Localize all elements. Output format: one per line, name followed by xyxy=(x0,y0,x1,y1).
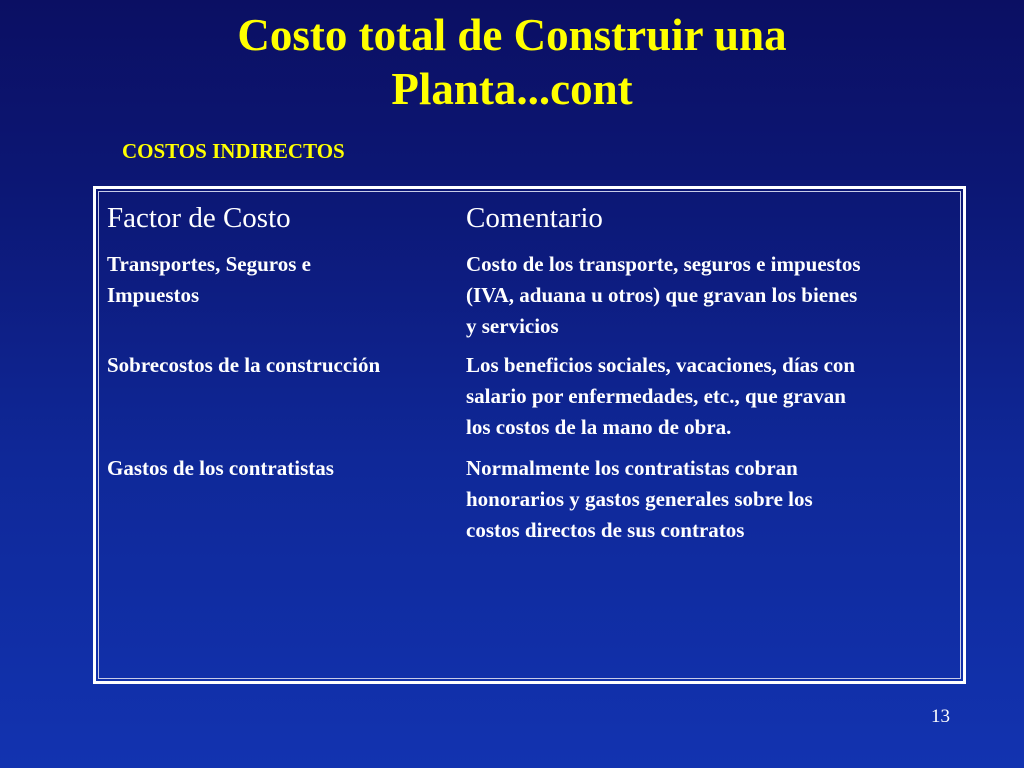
header-factor: Factor de Costo xyxy=(107,202,291,234)
row-comment xyxy=(466,350,956,443)
slide-title-line1: Costo total de Construir una xyxy=(237,10,787,60)
row-comment-line: costos directos de sus contratos xyxy=(466,518,745,542)
row-comment-line: honorarios y gastos generales sobre los xyxy=(466,487,813,511)
row-comment-line: (IVA, aduana u otros) que gravan los bienes xyxy=(466,283,858,307)
row-comment-line: los costos de la mano de obra. xyxy=(466,415,732,439)
row-comment-line: y servicios xyxy=(466,314,559,338)
row-comment-line: Normalmente los contratistas cobran xyxy=(466,456,798,480)
page-number: 13 xyxy=(931,706,950,727)
row-comment-line: salario por enfermedades, etc., que gravan xyxy=(466,384,846,408)
row-comment xyxy=(466,249,956,342)
row-factor-line: Transportes, Seguros e xyxy=(107,252,311,276)
row-factor-line: Gastos de los contratistas xyxy=(107,456,334,480)
cost-factor-table xyxy=(93,186,966,684)
row-factor-line: Sobrecostos de la construcción xyxy=(107,353,381,377)
row-factor-line: Impuestos xyxy=(107,283,200,307)
row-factor xyxy=(107,249,452,311)
row-comment-line: Costo de los transporte, seguros e impuestos xyxy=(466,252,861,276)
table-header-row xyxy=(107,201,957,235)
slide-title-line2: Planta...cont xyxy=(391,64,633,114)
row-comment xyxy=(466,453,956,546)
header-comment: Comentario xyxy=(466,202,603,234)
row-factor xyxy=(107,453,452,484)
slide-title xyxy=(0,8,1024,116)
section-subtitle: COSTOS INDIRECTOS xyxy=(122,139,345,163)
row-factor xyxy=(107,350,452,381)
row-comment-line: Los beneficios sociales, vacaciones, días con xyxy=(466,353,856,377)
